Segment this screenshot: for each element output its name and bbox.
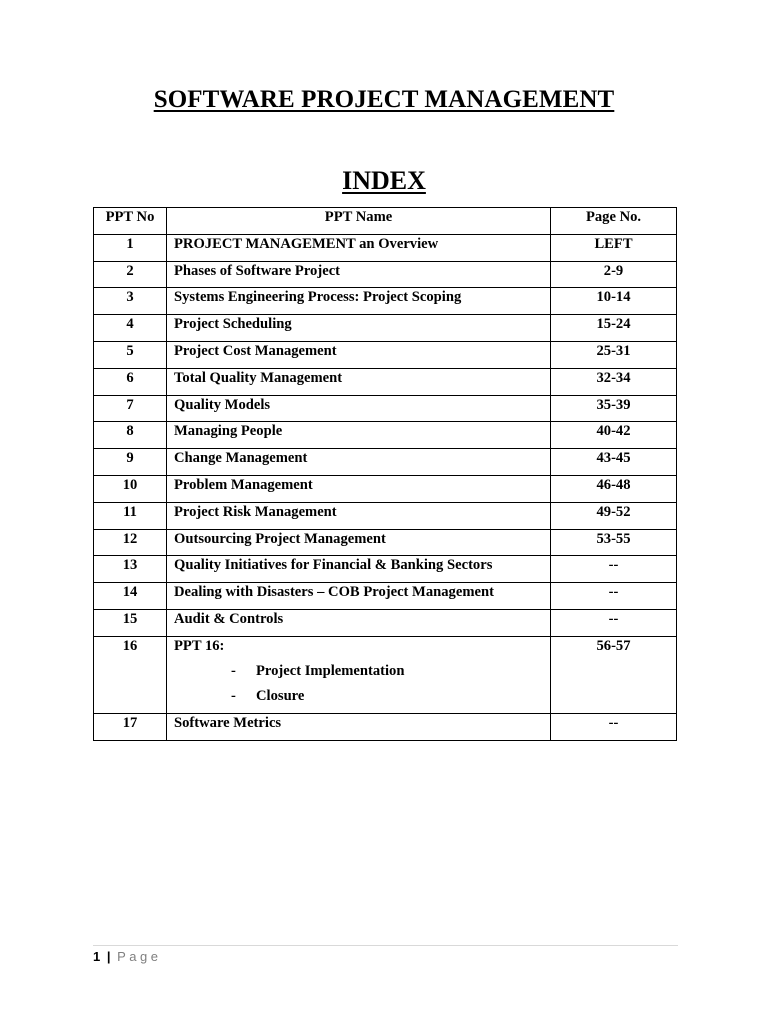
page-range-cell: -- [551, 609, 677, 636]
ppt-number-cell: 10 [94, 475, 167, 502]
list-bullet-dash: - [231, 662, 236, 679]
ppt-name-text: Systems Engineering Process: Project Scoping [174, 289, 462, 306]
ppt-number-cell: 9 [94, 449, 167, 476]
page-range-cell: 2-9 [551, 261, 677, 288]
page-range-cell: 35-39 [551, 395, 677, 422]
page-range-cell: 56-57 [551, 636, 677, 713]
table-row [94, 261, 677, 288]
footer-separator: | [106, 949, 111, 964]
ppt-number-cell: 5 [94, 341, 167, 368]
table-row [94, 529, 677, 556]
ppt-name-text: Quality Models [174, 396, 271, 413]
ppt-number-cell: 14 [94, 583, 167, 610]
ppt-number-cell: 2 [94, 261, 167, 288]
ppt-name-cell [167, 556, 551, 583]
index-heading: INDEX [342, 166, 426, 195]
ppt-name-cell [167, 636, 551, 713]
page-range-cell: 49-52 [551, 502, 677, 529]
page-range-cell: 53-55 [551, 529, 677, 556]
table-row [94, 288, 677, 315]
ppt-number-cell: 15 [94, 609, 167, 636]
ppt-name-cell [167, 502, 551, 529]
page-range-cell: 40-42 [551, 422, 677, 449]
table-row [94, 315, 677, 342]
ppt-name-text: Phases of Software Project [174, 262, 341, 279]
table-header-row [94, 208, 677, 235]
ppt-name-text: PPT 16: [174, 637, 225, 654]
page-range-cell: 10-14 [551, 288, 677, 315]
ppt-name-cell [167, 422, 551, 449]
ppt-name-cell [167, 395, 551, 422]
table-row [94, 368, 677, 395]
ppt-name-cell [167, 475, 551, 502]
ppt-name-cell [167, 449, 551, 476]
ppt-number-cell: 7 [94, 395, 167, 422]
ppt-name-text: Total Quality Management [174, 369, 343, 386]
table-row [94, 422, 677, 449]
ppt-name-text: Managing People [174, 423, 283, 440]
page-label: Page [117, 949, 162, 964]
page-range-cell: 25-31 [551, 341, 677, 368]
ppt-name-cell [167, 609, 551, 636]
document-title: SOFTWARE PROJECT MANAGEMENT [153, 86, 615, 113]
table-row [94, 475, 677, 502]
ppt-name-text: Project Cost Management [174, 342, 337, 359]
ppt-number-cell: 12 [94, 529, 167, 556]
sub-list-item [174, 688, 543, 704]
sub-list-item [174, 663, 543, 679]
page-range-cell: 46-48 [551, 475, 677, 502]
table-row [94, 583, 677, 610]
header-ppt-name: PPT Name [167, 208, 551, 235]
list-bullet-dash: - [231, 687, 236, 704]
header-ppt-no: PPT No [94, 208, 167, 235]
ppt-number-cell: 4 [94, 315, 167, 342]
ppt-name-text: PROJECT MANAGEMENT an Overview [174, 235, 439, 252]
page-range-cell: -- [551, 556, 677, 583]
ppt-name-cell [167, 529, 551, 556]
table-row [94, 713, 677, 740]
table-body [94, 234, 677, 740]
table-row [94, 636, 677, 713]
page-range-cell: LEFT [551, 234, 677, 261]
table-row [94, 609, 677, 636]
ppt-number-cell: 3 [94, 288, 167, 315]
sub-list-item-text: Project Implementation [256, 662, 405, 679]
ppt-name-cell [167, 261, 551, 288]
footer-divider [93, 945, 678, 946]
ppt-name-text: Change Management [174, 450, 308, 467]
sub-list-item-text: Closure [256, 687, 305, 704]
page-range-cell: 43-45 [551, 449, 677, 476]
ppt-name-text: Quality Initiatives for Financial & Banking Sectors [174, 557, 493, 574]
page-range-cell: -- [551, 713, 677, 740]
ppt-number-cell: 1 [94, 234, 167, 261]
page-range-cell: 15-24 [551, 315, 677, 342]
ppt-name-text: Audit & Controls [174, 610, 284, 627]
header-page-no: Page No. [551, 208, 677, 235]
ppt-name-text: Project Risk Management [174, 503, 337, 520]
ppt-number-cell: 8 [94, 422, 167, 449]
table-row [94, 341, 677, 368]
table-row [94, 556, 677, 583]
table-row [94, 234, 677, 261]
ppt-number-cell: 16 [94, 636, 167, 713]
index-table [93, 207, 677, 741]
page-range-cell: 32-34 [551, 368, 677, 395]
ppt-name-cell [167, 315, 551, 342]
ppt-number-cell: 6 [94, 368, 167, 395]
ppt-number-cell: 11 [94, 502, 167, 529]
ppt-name-cell [167, 368, 551, 395]
ppt-name-text: Software Metrics [174, 714, 282, 731]
table-row [94, 502, 677, 529]
page-footer [93, 949, 162, 964]
ppt-name-text: Problem Management [174, 476, 313, 493]
ppt-number-cell: 17 [94, 713, 167, 740]
ppt-number-cell: 13 [94, 556, 167, 583]
ppt-name-cell [167, 583, 551, 610]
ppt-name-cell [167, 288, 551, 315]
ppt-name-cell [167, 713, 551, 740]
ppt-name-text: Project Scheduling [174, 316, 292, 333]
ppt-name-text: Outsourcing Project Management [174, 530, 386, 547]
page-number: 1 [93, 949, 101, 964]
page-range-cell: -- [551, 583, 677, 610]
ppt-name-cell [167, 341, 551, 368]
ppt-name-text: Dealing with Disasters – COB Project Management [174, 584, 494, 601]
ppt-name-cell [167, 234, 551, 261]
table-row [94, 449, 677, 476]
table-row [94, 395, 677, 422]
